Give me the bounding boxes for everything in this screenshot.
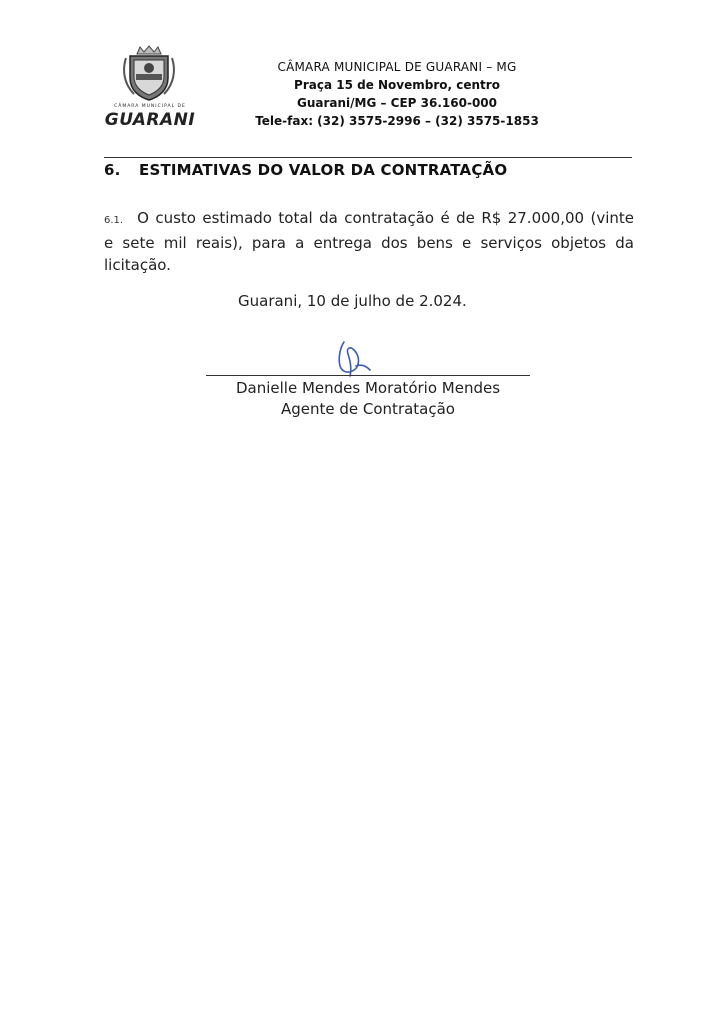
handwritten-signature bbox=[326, 336, 386, 380]
clause-line-1 bbox=[104, 207, 634, 232]
logo-caption: CÂMARA MUNICIPAL DE bbox=[114, 104, 186, 109]
org-phone: Tele-fax: (32) 3575-2996 – (32) 3575-1853 bbox=[255, 114, 539, 128]
org-header bbox=[232, 58, 562, 130]
section-number: 6. bbox=[104, 161, 121, 179]
coat-of-arms-icon bbox=[120, 44, 178, 102]
signer-block bbox=[206, 378, 530, 420]
section-title: ESTIMATIVAS DO VALOR DA CONTRATAÇÃO bbox=[139, 161, 508, 179]
header-divider bbox=[104, 157, 632, 158]
clause-paragraph bbox=[104, 207, 634, 276]
section-heading bbox=[104, 161, 507, 179]
signer-name: Danielle Mendes Moratório Mendes bbox=[235, 379, 501, 397]
clause-line-2: e sete mil reais), para a entrega dos bens e serviços objetos da bbox=[104, 234, 634, 252]
logo-name: GUARANI bbox=[104, 110, 196, 130]
date-line: Guarani, 10 de julho de 2.024. bbox=[238, 292, 467, 310]
signature-line bbox=[206, 375, 530, 376]
municipal-logo bbox=[98, 44, 202, 132]
org-address: Praça 15 de Novembro, centro bbox=[294, 78, 500, 92]
clause-line-3: licitação. bbox=[104, 256, 171, 274]
clause-number: 6.1. bbox=[104, 215, 124, 226]
clause-line-1-text: O custo estimado total da contratação é de R$ 27.000,00 (vinte bbox=[137, 209, 634, 227]
org-name: CÂMARA MUNICIPAL DE GUARANI – MG bbox=[277, 60, 517, 74]
org-city-cep: Guarani/MG – CEP 36.160-000 bbox=[296, 96, 497, 110]
signer-role: Agente de Contratação bbox=[280, 400, 455, 418]
